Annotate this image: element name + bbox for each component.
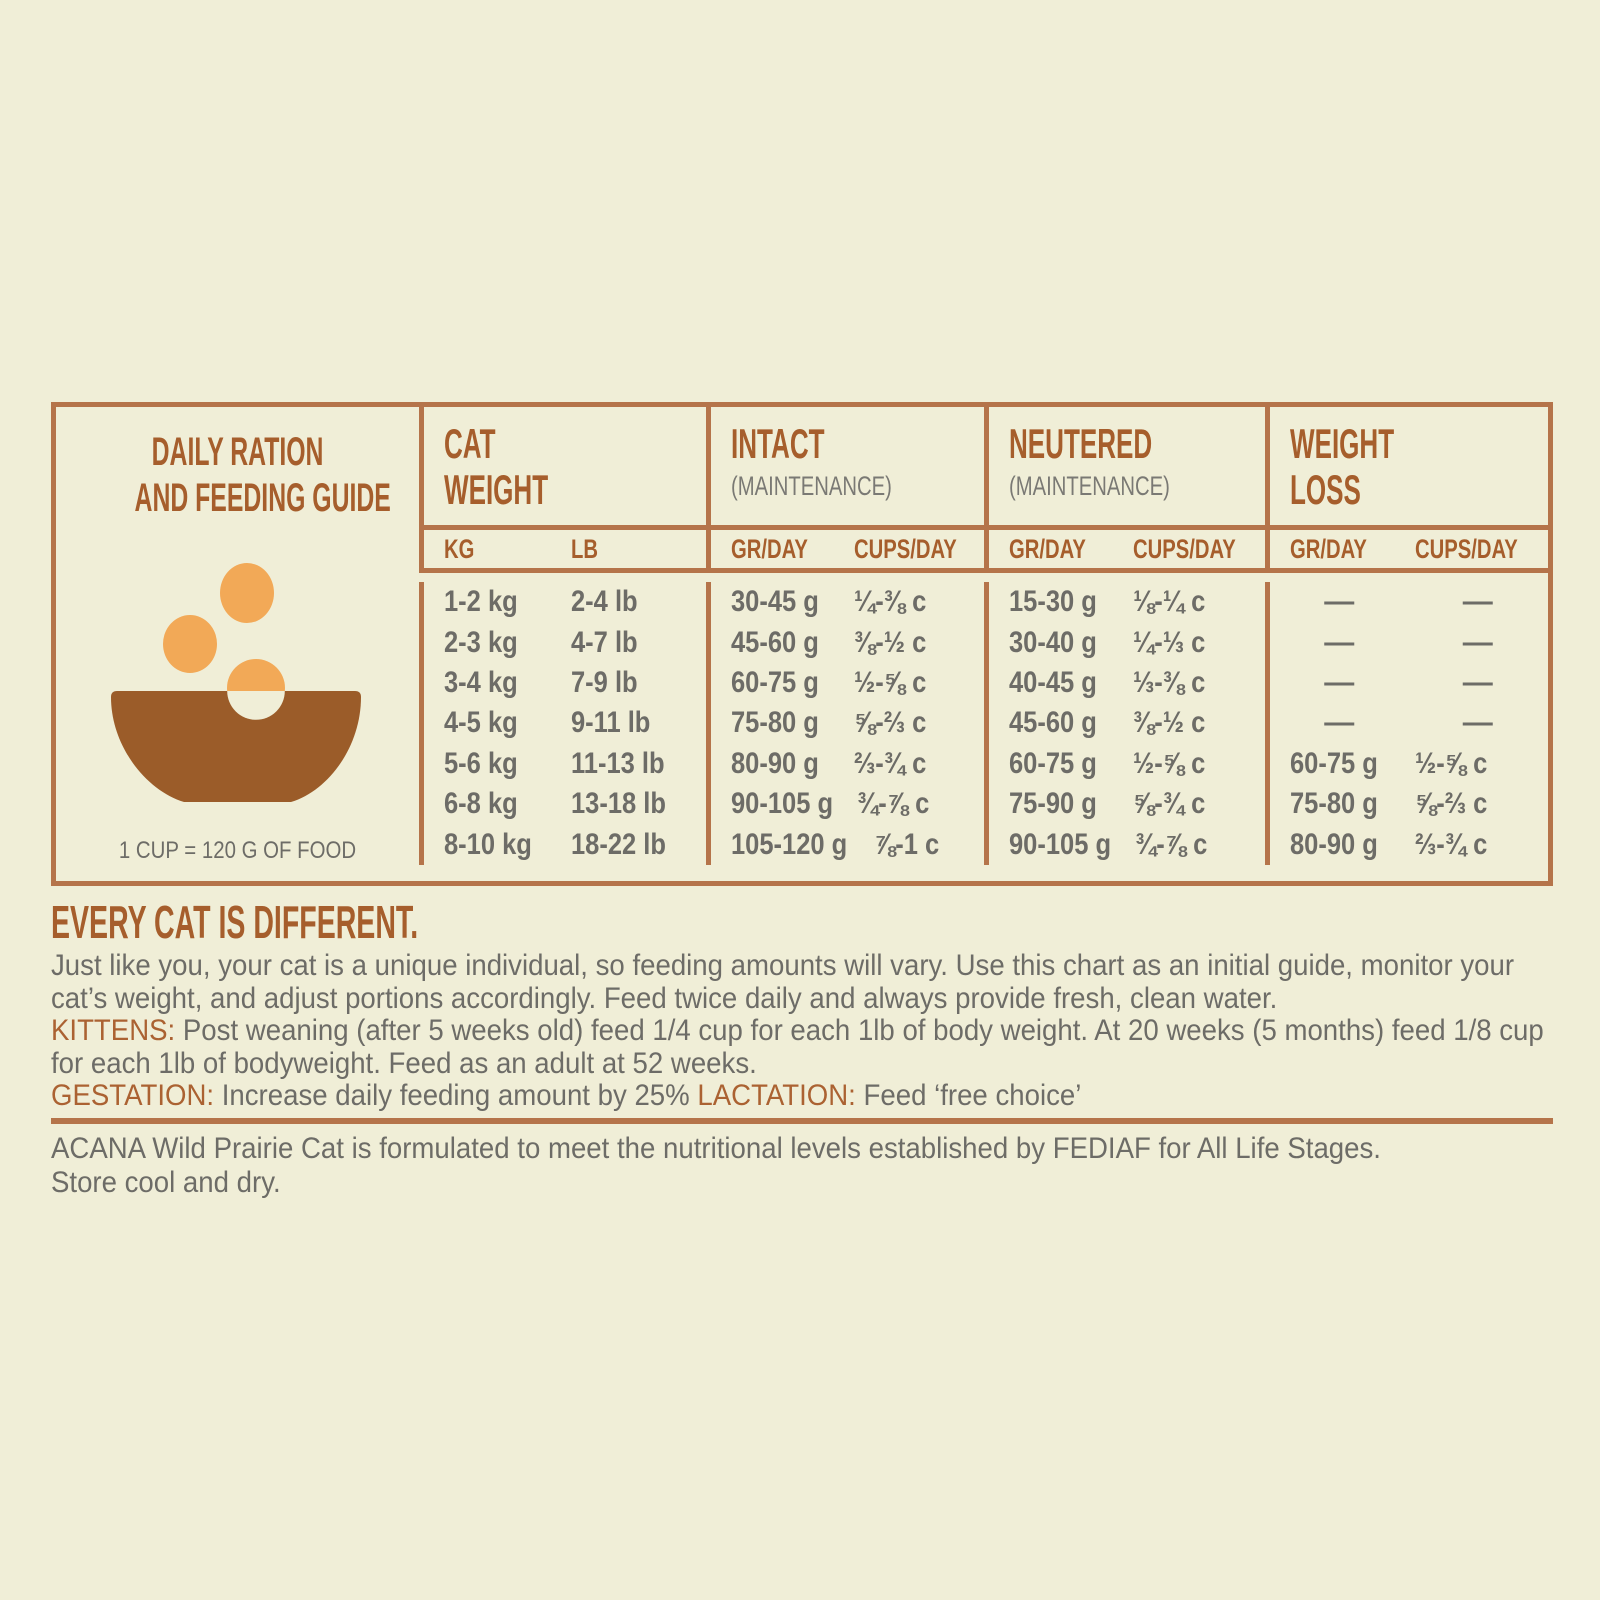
cell-kg: 6-8 kg xyxy=(444,787,518,821)
cell-weight-loss xyxy=(1265,784,1547,824)
table-row xyxy=(419,744,1548,784)
cell-neutered xyxy=(984,825,1265,865)
cell-loss-grams: — xyxy=(1324,666,1355,700)
cell-intact-grams: 90-105 g xyxy=(731,787,834,821)
cell-weight-loss xyxy=(1265,744,1547,784)
col-header-weight-loss: WEIGHT LOSS xyxy=(1265,407,1547,525)
cell-weight-loss xyxy=(1265,622,1547,662)
subheader-neutered: GR/DAY CUPS/DAY xyxy=(984,530,1265,568)
table-row xyxy=(419,663,1548,703)
cell-intact xyxy=(706,784,984,824)
cell-loss-grams: 80-90 g xyxy=(1290,827,1378,861)
cell-lb: 4-7 lb xyxy=(571,625,638,659)
cell-loss-cups: — xyxy=(1462,666,1493,700)
cell-weight-loss xyxy=(1265,663,1547,703)
subheader-cat-weight: KG LB xyxy=(419,530,706,568)
cell-intact-cups: ⅔-¾ c xyxy=(853,746,926,780)
kittens-label: KITTENS: xyxy=(51,1014,176,1047)
cell-neutered-cups: ⅛-¼ c xyxy=(1133,585,1206,619)
cell-intact xyxy=(706,703,984,743)
cell-intact xyxy=(706,663,984,703)
cell-weight xyxy=(419,582,706,622)
gestation-label: GESTATION: xyxy=(51,1079,215,1112)
cell-loss-grams: — xyxy=(1324,706,1355,740)
cell-intact-cups: ⅜-½ c xyxy=(853,625,926,659)
subheader-weight-loss: GR/DAY CUPS/DAY xyxy=(1265,530,1547,568)
feeding-table xyxy=(51,402,1553,886)
cell-neutered-grams: 15-30 g xyxy=(1009,585,1097,619)
cell-kg: 1-2 kg xyxy=(444,585,518,619)
cell-loss-cups: ⅔-¾ c xyxy=(1414,827,1487,861)
table-intro-cell xyxy=(56,407,419,881)
cell-loss-cups: — xyxy=(1462,706,1493,740)
cell-kg: 2-3 kg xyxy=(444,625,518,659)
cell-intact-cups: ¾-⅞ c xyxy=(857,787,930,821)
notes-section xyxy=(51,898,1553,1200)
cell-intact-grams: 45-60 g xyxy=(731,625,819,659)
cell-lb: 7-9 lb xyxy=(571,666,638,700)
cell-kg: 4-5 kg xyxy=(444,706,518,740)
cell-neutered-grams: 90-105 g xyxy=(1009,827,1112,861)
cell-weight xyxy=(419,825,706,865)
subheader-intact: GR/DAY CUPS/DAY xyxy=(706,530,984,568)
table-row xyxy=(419,622,1548,662)
cell-intact-grams: 60-75 g xyxy=(731,666,819,700)
cell-loss-grams: 75-80 g xyxy=(1290,787,1378,821)
cell-intact xyxy=(706,622,984,662)
divider-rule xyxy=(51,1118,1553,1124)
cell-intact-cups: ⅞-1 c xyxy=(873,827,939,861)
cell-neutered xyxy=(984,663,1265,703)
cell-kg: 3-4 kg xyxy=(444,666,518,700)
cell-neutered-grams: 60-75 g xyxy=(1009,746,1097,780)
cell-intact-grams: 105-120 g xyxy=(731,827,848,861)
cell-kg: 5-6 kg xyxy=(444,746,518,780)
cell-weight-loss xyxy=(1265,825,1547,865)
cell-neutered-grams: 75-90 g xyxy=(1009,787,1097,821)
notes-body: Just like you, your cat is a unique individual, so feeding amounts will vary. Use this chart as an initial guide, monitor your cat’s weight, and adjust portions accordingly. Feed twice daily and always provide fresh, clean water. xyxy=(51,949,1515,1015)
table-grid xyxy=(419,407,1548,881)
table-row xyxy=(419,703,1548,743)
notes-paragraphs xyxy=(51,950,1554,1113)
table-body xyxy=(419,573,1548,881)
cell-weight xyxy=(419,703,706,743)
cell-loss-cups: ⅝-⅔ c xyxy=(1414,787,1487,821)
cell-neutered-cups: ½-⅝ c xyxy=(1133,746,1206,780)
table-title-line2: AND FEEDING GUIDE xyxy=(134,476,391,520)
cell-intact-cups: ½-⅝ c xyxy=(853,666,926,700)
cell-lb: 9-11 lb xyxy=(571,706,651,740)
cell-neutered-cups: ⅓-⅜ c xyxy=(1133,666,1206,700)
food-bowl-icon xyxy=(56,407,419,881)
cell-neutered-grams: 45-60 g xyxy=(1009,706,1097,740)
cell-loss-cups: — xyxy=(1462,625,1493,659)
cell-intact xyxy=(706,744,984,784)
col-header-cat-weight: CAT WEIGHT xyxy=(419,407,706,525)
cell-intact-cups: ⅝-⅔ c xyxy=(853,706,926,740)
kibble-icon xyxy=(163,615,217,673)
cell-neutered xyxy=(984,622,1265,662)
cell-loss-grams: — xyxy=(1324,625,1355,659)
cell-weight-loss xyxy=(1265,703,1547,743)
table-row xyxy=(419,784,1548,824)
cell-weight xyxy=(419,663,706,703)
notes-heading: EVERY CAT IS DIFFERENT. xyxy=(51,896,419,948)
footer-paragraphs xyxy=(51,1132,1554,1200)
cell-kg: 8-10 kg xyxy=(444,827,532,861)
cell-neutered-cups: ¼-⅓ c xyxy=(1133,625,1206,659)
cell-intact-grams: 30-45 g xyxy=(731,585,819,619)
cell-weight xyxy=(419,784,706,824)
gestation-lactation-note: GESTATION: Increase daily feeding amount by 25% LACTATION: Feed ‘free choice’ xyxy=(51,1079,1082,1112)
cell-weight xyxy=(419,622,706,662)
cell-lb: 18-22 lb xyxy=(571,827,666,861)
cell-loss-grams: — xyxy=(1324,585,1355,619)
cell-neutered-cups: ⅜-½ c xyxy=(1133,706,1206,740)
table-row xyxy=(419,582,1548,622)
col-header-neutered: NEUTERED (MAINTENANCE) xyxy=(984,407,1265,525)
footer-line2: Store cool and dry. xyxy=(51,1165,281,1199)
cell-intact-grams: 75-80 g xyxy=(731,706,819,740)
cell-intact xyxy=(706,825,984,865)
kibble-icon xyxy=(220,563,274,623)
cell-lb: 11-13 lb xyxy=(571,746,665,780)
footer-line1: ACANA Wild Prairie Cat is formulated to meet the nutritional levels established by FEDIAF for All Life Stages. xyxy=(51,1131,1381,1165)
col-header-intact: INTACT (MAINTENANCE) xyxy=(706,407,984,525)
cell-loss-cups: ½-⅝ c xyxy=(1414,746,1487,780)
cell-weight-loss xyxy=(1265,582,1547,622)
cell-neutered-grams: 30-40 g xyxy=(1009,625,1097,659)
cup-conversion-note: 1 CUP = 120 G OF FOOD xyxy=(118,837,357,864)
table-row xyxy=(419,825,1548,865)
cell-neutered xyxy=(984,784,1265,824)
cell-neutered xyxy=(984,582,1265,622)
cell-intact xyxy=(706,582,984,622)
cell-loss-grams: 60-75 g xyxy=(1290,746,1378,780)
cell-intact-cups: ¼-⅜ c xyxy=(853,585,926,619)
cell-intact-grams: 80-90 g xyxy=(731,746,819,780)
cell-neutered-grams: 40-45 g xyxy=(1009,666,1097,700)
table-header-row xyxy=(419,407,1548,530)
kittens-note: KITTENS: Post weaning (after 5 weeks old) feed 1/4 cup for each 1lb of body weight. At 20 weeks (5 months) feed 1/8 cup for each 1lb of bodyweight. Feed as an adult at 52 weeks. xyxy=(51,1014,1544,1080)
cell-neutered xyxy=(984,744,1265,784)
cell-neutered xyxy=(984,703,1265,743)
cell-neutered-cups: ¾-⅞ c xyxy=(1135,827,1208,861)
cell-lb: 2-4 lb xyxy=(571,585,638,619)
cell-lb: 13-18 lb xyxy=(571,787,666,821)
lactation-label: LACTATION: xyxy=(697,1079,856,1112)
cell-neutered-cups: ⅝-¾ c xyxy=(1133,787,1206,821)
cell-loss-cups: — xyxy=(1462,585,1493,619)
table-title-line1: DAILY RATION xyxy=(151,430,324,474)
table-subheader-row xyxy=(419,530,1548,573)
cell-weight xyxy=(419,744,706,784)
